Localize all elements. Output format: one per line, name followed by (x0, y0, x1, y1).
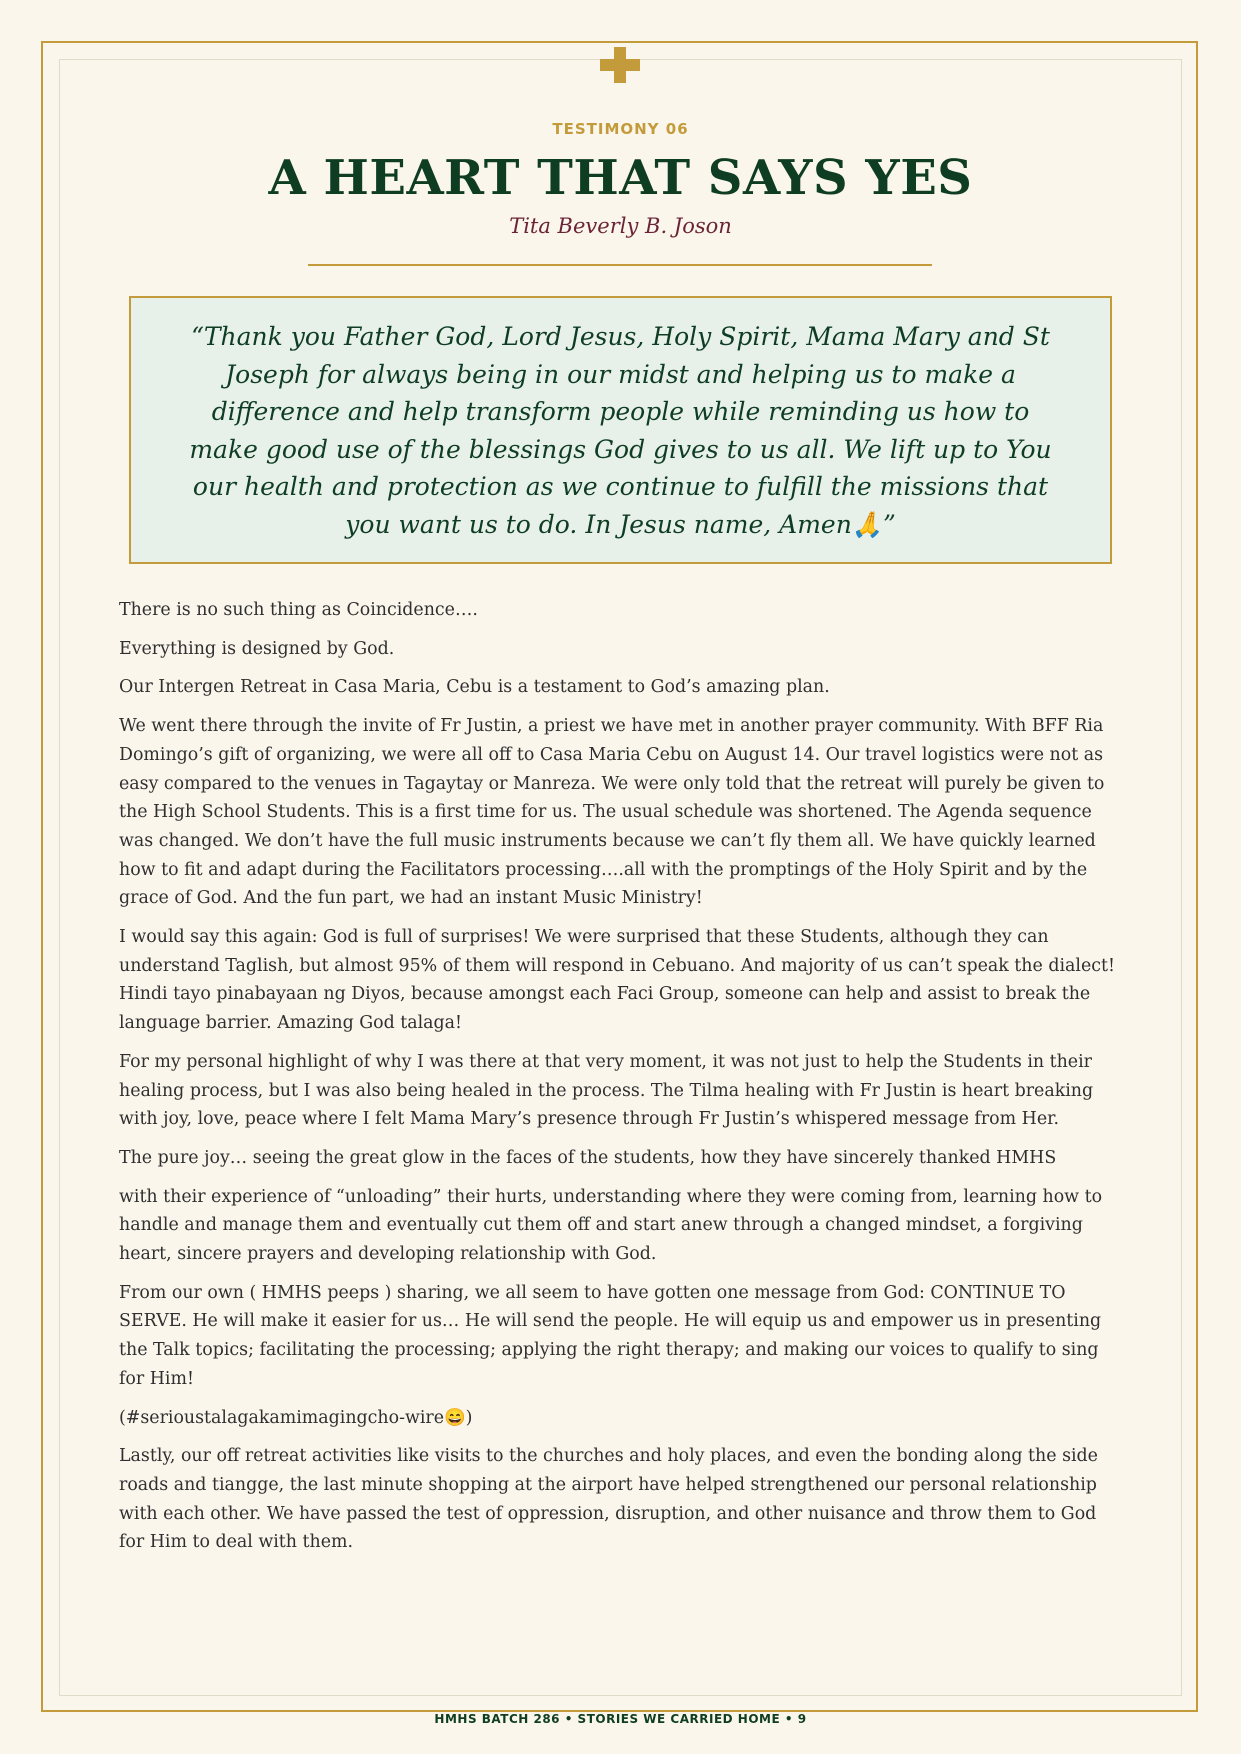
testimony-label: TESTIMONY 06 (552, 120, 689, 138)
prayer-quote: “Thank you Father God, Lord Jesus, Holy Spirit, Mama Mary and St Joseph for always being in our midst and helping us to make a difference and help transform people while reminding us how to make good use of the blessings God gives to us all. We lift up to You our health and protection as we continue to fulfill the missions that you want us to do. In Jesus name, Amen🙏” (189, 322, 1052, 539)
testimony-body (119, 596, 1122, 1567)
paragraph: For my personal highlight of why I was there at that very moment, it was not just to help the Students in their healing process, but I was also being healed in the process. The Tilma healing with Fr Justin is heart breaking with joy, love, peace where I felt Mama Mary’s presence through Fr Justin’s whispered message from Her. (119, 1051, 1094, 1130)
page-title: A HEART THAT SAYS YES (268, 150, 973, 206)
paragraph: From our own ( HMHS peeps ) sharing, we all seem to have gotten one message from God: CONTINUE TO SERVE. He will make it easier for us… He will send the people. He will equip us and empower us in presenting the Talk topics; facilitating the processing; applying the right therapy; and making our voices to qualify to sing for Him! (119, 1282, 1102, 1389)
cross-icon (600, 47, 640, 83)
prayer-quote-box (129, 296, 1112, 564)
paragraph: The pure joy… seeing the great glow in the faces of the students, how they have sincerely thanked HMHS (119, 1147, 1057, 1168)
paragraph: I would say this again: God is full of surprises! We were surprised that these Students, although they can understand Taglish, but almost 95% of them will respond in Cebuano. And majority of us can’t speak the dialect! Hindi tayo pinabayaan ng Diyos, because amongst each Faci Group, someone can help and assist to break the language barrier. Amazing God talaga! (119, 927, 1115, 1034)
paragraph: Lastly, our off retreat activities like visits to the churches and holy places, and even the bonding along the side roads and tiangge, the last minute shopping at the airport have helped strengthened our personal relationship with each other. We have passed the test of oppression, disruption, and other nuisance and throw them to God for Him to deal with them. (119, 1446, 1098, 1553)
page-footer: HMHS BATCH 286 • STORIES WE CARRIED HOME • 9 (434, 1712, 807, 1726)
author-name: Tita Beverly B. Joson (509, 214, 732, 238)
title-divider (308, 264, 932, 266)
paragraph: There is no such thing as Coincidence…. (119, 600, 478, 620)
paragraph: Our Intergen Retreat in Casa Maria, Cebu is a testament to God’s amazing plan. (119, 677, 830, 698)
paragraph: (#serioustalagakamimagingcho-wire😄) (119, 1407, 473, 1428)
paragraph: Everything is designed by God. (119, 638, 395, 659)
paragraph: We went there through the invite of Fr Justin, a priest we have met in another prayer community. With BFF Ria Domingo’s gift of organizing, we were all off to Casa Maria Cebu on August 14. Our travel logistics were not as easy compared to the venues in Tagaytay or Manreza. We were only told that the retreat will purely be given to the High School Students. This is a first time for us. The usual schedule was shortened. The Agenda sequence was changed. We don’t have the full music instruments because we can’t fly them all. We have quickly learned how to fit and adapt during the Facilitators processing….all with the promptings of the Holy Spirit and by the grace of God. And the fun part, we had an instant Music Ministry! (119, 716, 1105, 909)
paragraph: with their experience of “unloading” their hurts, understanding where they were coming from, learning how to handle and manage them and eventually cut them off and start anew through a changed mindset, a forgiving heart, sincere prayers and developing relationship with God. (119, 1186, 1103, 1265)
